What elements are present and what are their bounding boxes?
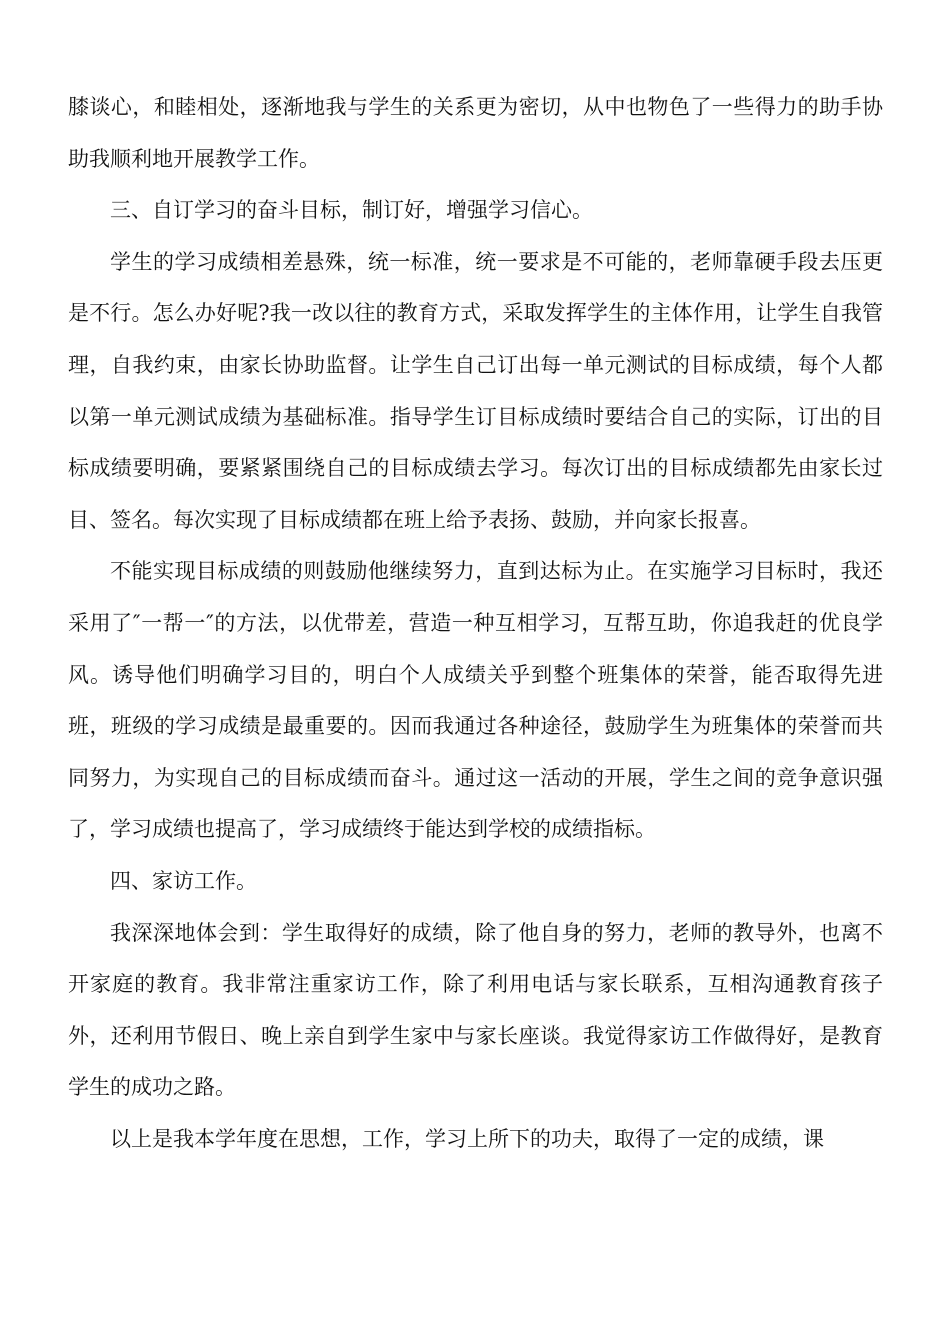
paragraph: 不能实现目标成绩的则鼓励他继续努力，直到达标为止。在实施学习目标时，我还采用了″一帮一″的方法，以优带差，营造一种互相学习，互帮互助，你追我赶的优良学风。诱导他们明确学习目的，明白个人成绩关乎到整个班集体的荣誉，能否取得先进班，班级的学习成绩是最重要的。因而我通过各种途径，鼓励学生为班集体的荣誉而共同努力，为实现自己的目标成绩而奋斗。通过这一活动的开展，学生之间的竞争意识强了，学习成绩也提高了，学习成绩终于能达到学校的成绩指标。 bbox=[68, 559, 883, 842]
paragraph: 以上是我本学年度在思想，工作，学习上所下的功夫，取得了一定的成绩，课 bbox=[110, 1126, 824, 1151]
paragraph: 我深深地体会到：学生取得好的成绩，除了他自身的努力，老师的教导外，也离不开家庭的教育。我非常注重家访工作，除了利用电话与家长联系，互相沟通教育孩子外，还利用节假日、晚上亲自到学生家中与家长座谈。我觉得家访工作做得好，是教育学生的成功之路。 bbox=[68, 920, 883, 1100]
paragraph: 膝谈心，和睦相处，逐渐地我与学生的关系更为密切，从中也物色了一些得力的助手协助我顺利地开展教学工作。 bbox=[68, 95, 883, 171]
paragraph: 学生的学习成绩相差悬殊，统一标准，统一要求是不可能的，老师靠硬手段去压更是不行。怎么办好呢?我一改以往的教育方式，采取发挥学生的主体作用，让学生自我管理，自我约束，由家长协助监督。让学生自己订出每一单元测试的目标成绩，每个人都以第一单元测试成绩为基础标准。指导学生订目标成绩时要结合自己的实际，订出的目标成绩要明确，要紧紧围绕自己的目标成绩去学习。每次订出的目标成绩都先由家长过目、签名。每次实现了目标成绩都在班上给予表扬、鼓励，并向家长报喜。 bbox=[68, 249, 883, 532]
body-text bbox=[68, 82, 883, 1165]
section-heading-3: 三、自订学习的奋斗目标，制订好，增强学习信心。 bbox=[110, 198, 593, 223]
section-heading-4: 四、家访工作。 bbox=[110, 868, 257, 893]
